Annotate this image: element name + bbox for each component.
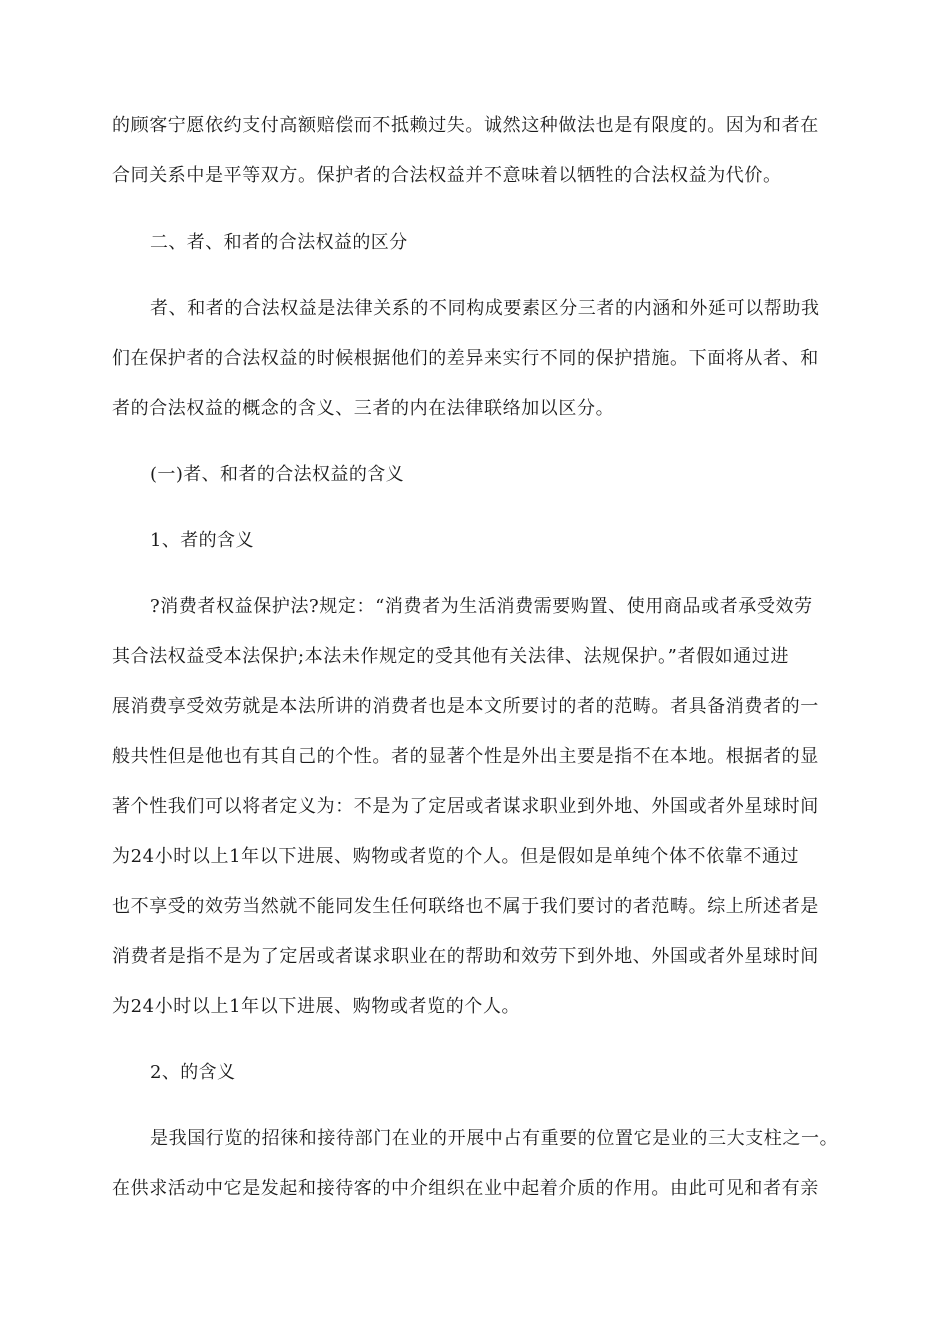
text-line: ?消费者权益保护法?规定：“消费者为生活消费需要购置、使用商品或者承受效劳 <box>150 596 813 617</box>
subsection-heading: 2、的含义 <box>150 1062 236 1083</box>
text-line: 者的合法权益的概念的含义、三者的内在法律联络加以区分。 <box>112 398 615 419</box>
text-line: 消费者是指不是为了定居或者谋求职业在的帮助和效劳下到外地、外国或者外星球时间 <box>112 946 819 967</box>
section-heading: 二、者、和者的合法权益的区分 <box>150 232 408 253</box>
text-line: 为24小时以上1年以下进展、购物或者览的个人。 <box>112 996 521 1017</box>
text-line: 般共性但是他也有其自己的个性。者的显著个性是外出主要是指不在本地。根据者的显 <box>112 746 819 767</box>
text-line: 在供求活动中它是发起和接待客的中介组织在业中起着介质的作用。由此可见和者有亲 <box>112 1178 819 1199</box>
text-line: 著个性我们可以将者定义为：不是为了定居或者谋求职业到外地、外国或者外星球时间 <box>112 796 819 817</box>
text-line: 也不享受的效劳当然就不能同发生任何联络也不属于我们要讨的者范畴。综上所述者是 <box>112 896 819 917</box>
text-line: 是我国行览的招徕和接待部门在业的开展中占有重要的位置它是业的三大支柱之一。 <box>150 1128 839 1149</box>
text-line: 展消费享受效劳就是本法所讲的消费者也是本文所要讨的者的范畴。者具备消费者的一 <box>112 696 819 717</box>
subsection-heading: 1、者的含义 <box>150 530 254 551</box>
subsection-heading: (一)者、和者的合法权益的含义 <box>150 464 405 485</box>
text-line: 者、和者的合法权益是法律关系的不同构成要素区分三者的内涵和外延可以帮助我 <box>150 298 820 319</box>
text-line: 们在保护者的合法权益的时候根据他们的差异来实行不同的保护措施。下面将从者、和 <box>112 348 819 369</box>
text-line: 其合法权益受本法保护;本法未作规定的受其他有关法律、法规保护。”者假如通过进 <box>112 646 790 667</box>
text-line: 合同关系中是平等双方。保护者的合法权益并不意味着以牺牲的合法权益为代价。 <box>112 165 782 186</box>
text-line: 的顾客宁愿依约支付高额赔偿而不抵赖过失。诚然这种做法也是有限度的。因为和者在 <box>112 115 819 136</box>
text-line: 为24小时以上1年以下进展、购物或者览的个人。但是假如是单纯个体不依靠不通过 <box>112 846 800 867</box>
